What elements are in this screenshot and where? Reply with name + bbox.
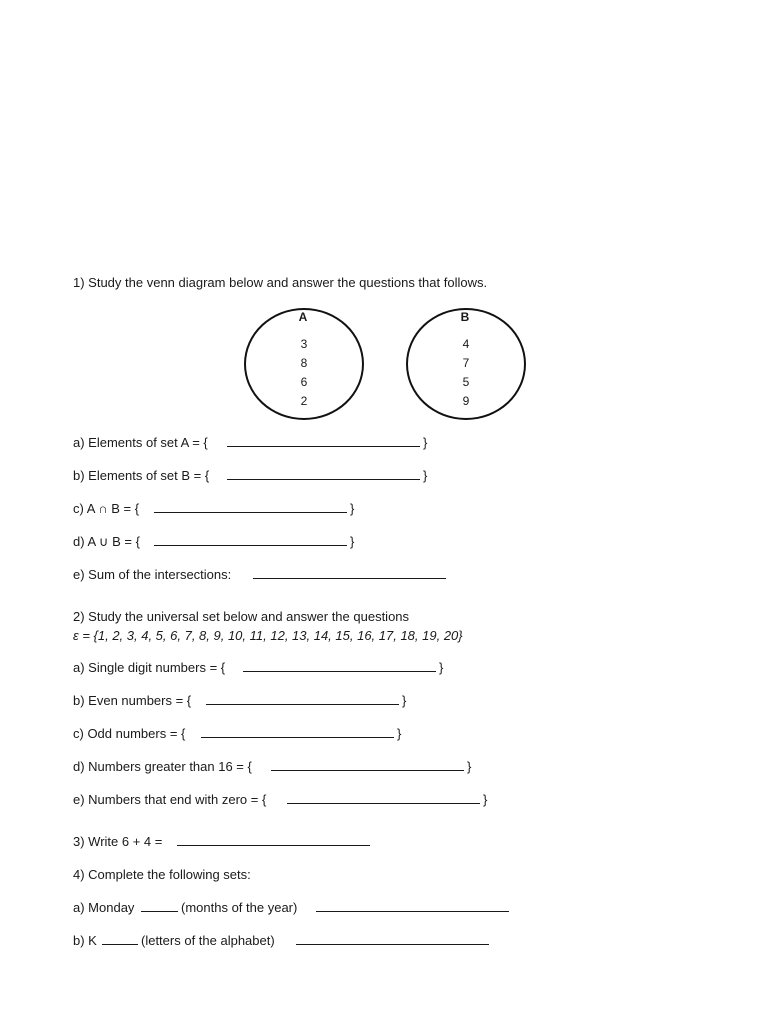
brace-close: } bbox=[397, 726, 402, 741]
q2-item-d: d) Numbers greater than 16 = { bbox=[73, 759, 252, 774]
universal-set: ε = {1, 2, 3, 4, 5, 6, 7, 8, 9, 10, 11, 12, 13, 14, 15, 16, 17, 18, 19, 20} bbox=[73, 628, 463, 643]
q3-answer[interactable] bbox=[177, 845, 370, 846]
q4-prompt: 4) Complete the following sets: bbox=[73, 867, 251, 882]
brace-close: } bbox=[467, 759, 472, 774]
q1-item-a: a) Elements of set A = { bbox=[73, 435, 208, 450]
q1-prompt: 1) Study the venn diagram below and answer the questions that follows. bbox=[73, 275, 488, 290]
q1-item-c: c) A ∩ B = { bbox=[73, 501, 140, 516]
q1-item-b: b) Elements of set B = { bbox=[73, 468, 210, 483]
q4-item-a-after: (months of the year) bbox=[181, 900, 298, 915]
q1-answer-b[interactable] bbox=[227, 479, 420, 480]
q2-answer-e[interactable] bbox=[287, 803, 480, 804]
q2-answer-b[interactable] bbox=[206, 704, 399, 705]
q1-answer-d[interactable] bbox=[154, 545, 347, 546]
brace-close: } bbox=[423, 468, 428, 483]
q2-prompt: 2) Study the universal set below and answer the questions bbox=[73, 609, 410, 624]
set-b-label: B bbox=[460, 310, 470, 324]
q4-item-a-before: a) Monday bbox=[73, 900, 135, 915]
brace-close: } bbox=[402, 693, 407, 708]
q4-fill-a[interactable] bbox=[141, 911, 178, 912]
brace-close: } bbox=[423, 435, 428, 450]
q2-item-e: e) Numbers that end with zero = { bbox=[73, 792, 267, 807]
set-a-element: 3 bbox=[300, 337, 308, 351]
set-a-element: 8 bbox=[300, 356, 308, 370]
q2-answer-c[interactable] bbox=[201, 737, 394, 738]
brace-close: } bbox=[350, 501, 355, 516]
set-b-element: 5 bbox=[462, 375, 470, 389]
set-a-element: 6 bbox=[300, 375, 308, 389]
q4-answer-a[interactable] bbox=[316, 911, 509, 912]
set-b-element: 4 bbox=[462, 337, 470, 351]
q4-answer-b[interactable] bbox=[296, 944, 489, 945]
set-a-element: 2 bbox=[300, 394, 308, 408]
brace-close: } bbox=[350, 534, 355, 549]
q2-answer-a[interactable] bbox=[243, 671, 436, 672]
q3-text: 3) Write 6 + 4 = bbox=[73, 834, 163, 849]
q1-answer-e[interactable] bbox=[253, 578, 446, 579]
q1-answer-a[interactable] bbox=[227, 446, 420, 447]
q2-item-c: c) Odd numbers = { bbox=[73, 726, 186, 741]
set-b-element: 9 bbox=[462, 394, 470, 408]
q2-item-a: a) Single digit numbers = { bbox=[73, 660, 226, 675]
q4-item-b-after: (letters of the alphabet) bbox=[141, 933, 275, 948]
q2-item-b: b) Even numbers = { bbox=[73, 693, 192, 708]
brace-close: } bbox=[483, 792, 488, 807]
q2-answer-d[interactable] bbox=[271, 770, 464, 771]
q1-item-d: d) A ∪ B = { bbox=[73, 534, 140, 549]
q4-item-b-before: b) K bbox=[73, 933, 97, 948]
q1-item-e: e) Sum of the intersections: bbox=[73, 567, 232, 582]
set-a-label: A bbox=[298, 310, 308, 324]
brace-close: } bbox=[439, 660, 444, 675]
q4-fill-b[interactable] bbox=[102, 944, 138, 945]
q1-answer-c[interactable] bbox=[154, 512, 347, 513]
set-b-element: 7 bbox=[462, 356, 470, 370]
